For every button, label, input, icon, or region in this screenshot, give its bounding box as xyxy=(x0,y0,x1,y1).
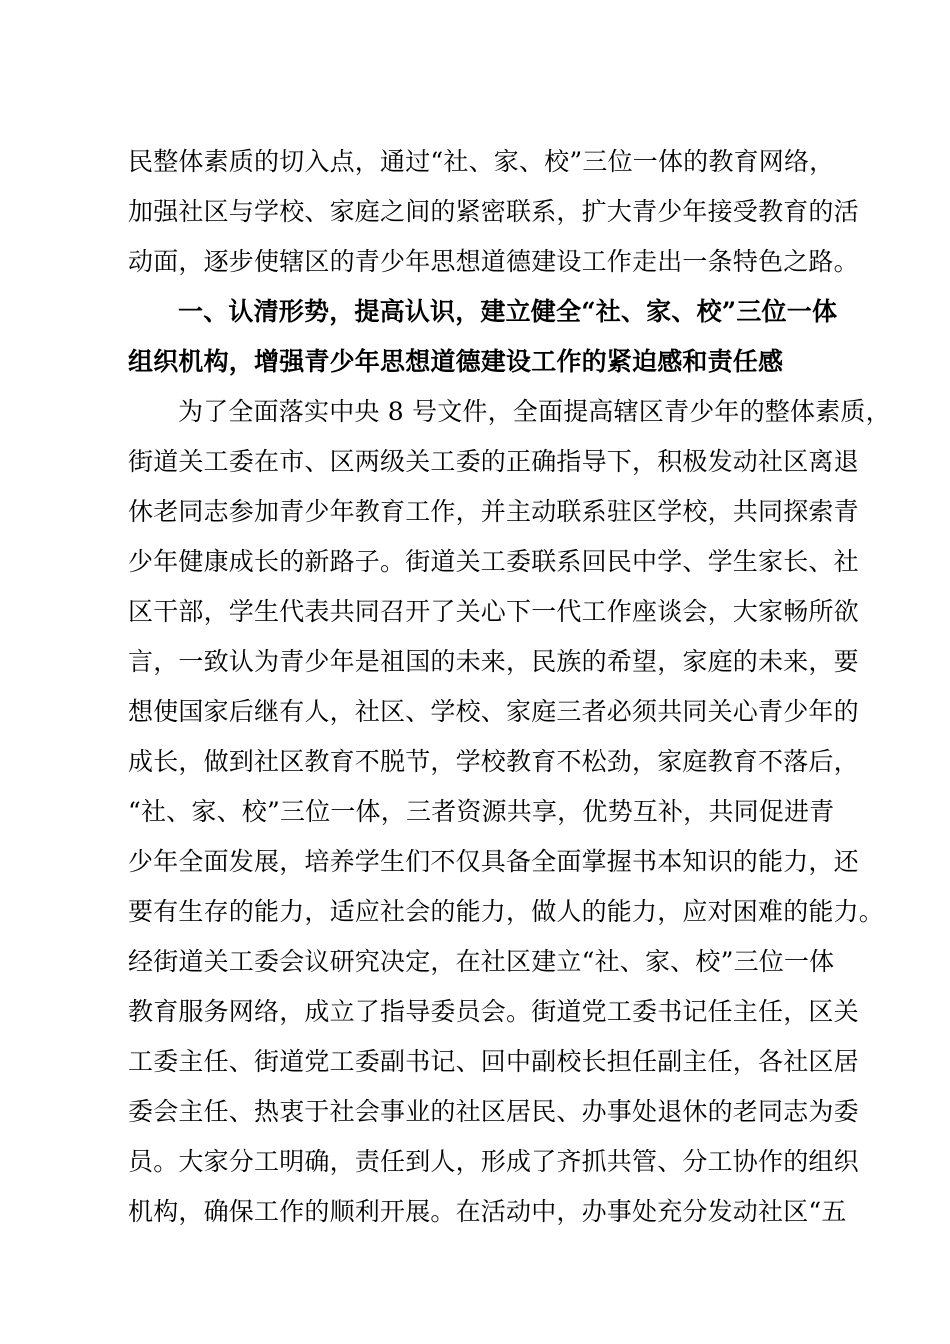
paragraph-line: 言，一致认为青少年是祖国的未来，民族的希望，家庭的未来，要 xyxy=(128,647,859,676)
paragraph-line: 为了全面落实中央 8 号文件，全面提高辖区青少年的整体素质， xyxy=(178,397,891,426)
paragraph-line: 工委主任、街道党工委副书记、回中副校长担任副主任，各社区居 xyxy=(128,1047,859,1076)
paragraph-line: 想使国家后继有人，社区、学校、家庭三者必须共同关心青少年的 xyxy=(128,697,859,726)
paragraph-line: 少年全面发展，培养学生们不仅具备全面掌握书本知识的能力，还 xyxy=(128,847,859,876)
paragraph-line: 动面，逐步使辖区的青少年思想道德建设工作走出一条特色之路。 xyxy=(128,247,859,276)
paragraph-line: 委会主任、热衷于社会事业的社区居民、办事处退休的老同志为委 xyxy=(128,1097,859,1126)
paragraph-line: 少年健康成长的新路子。街道关工委联系回民中学、学生家长、社 xyxy=(128,547,859,576)
paragraph-line: 员。大家分工明确，责任到人，形成了齐抓共管、分工协作的组织 xyxy=(128,1147,859,1176)
paragraph-line: 要有生存的能力，适应社会的能力，做人的能力，应对困难的能力。 xyxy=(128,897,885,926)
paragraph-line: 机构，确保工作的顺利开展。在活动中，办事处充分发动社区“五 xyxy=(128,1197,847,1226)
paragraph-line: “社、家、校”三位一体，三者资源共享，优势互补，共同促进青 xyxy=(128,797,835,826)
paragraph-line: 街道关工委在市、区两级关工委的正确指导下，积极发动社区离退 xyxy=(128,447,859,476)
section-heading-line: 一、认清形势，提高认识，建立健全“社、家、校”三位一体 xyxy=(178,297,838,326)
paragraph-line: 教育服务网络，成立了指导委员会。街道党工委书记任主任，区关 xyxy=(128,997,859,1026)
paragraph-line: 民整体素质的切入点，通过“社、家、校”三位一体的教育网络， xyxy=(128,147,835,176)
paragraph-line: 成长，做到社区教育不脱节，学校教育不松劲，家庭教育不落后， xyxy=(128,747,859,776)
section-heading-line: 组织机构，增强青少年思想道德建设工作的紧迫感和责任感 xyxy=(128,347,784,376)
paragraph-line: 休老同志参加青少年教育工作，并主动联系驻区学校，共同探索青 xyxy=(128,497,859,526)
paragraph-line: 区干部，学生代表共同召开了关心下一代工作座谈会，大家畅所欲 xyxy=(128,597,859,626)
paragraph-line: 加强社区与学校、家庭之间的紧密联系，扩大青少年接受教育的活 xyxy=(128,197,859,226)
paragraph-line: 经街道关工委会议研究决定，在社区建立“社、家、校”三位一体 xyxy=(128,947,835,976)
